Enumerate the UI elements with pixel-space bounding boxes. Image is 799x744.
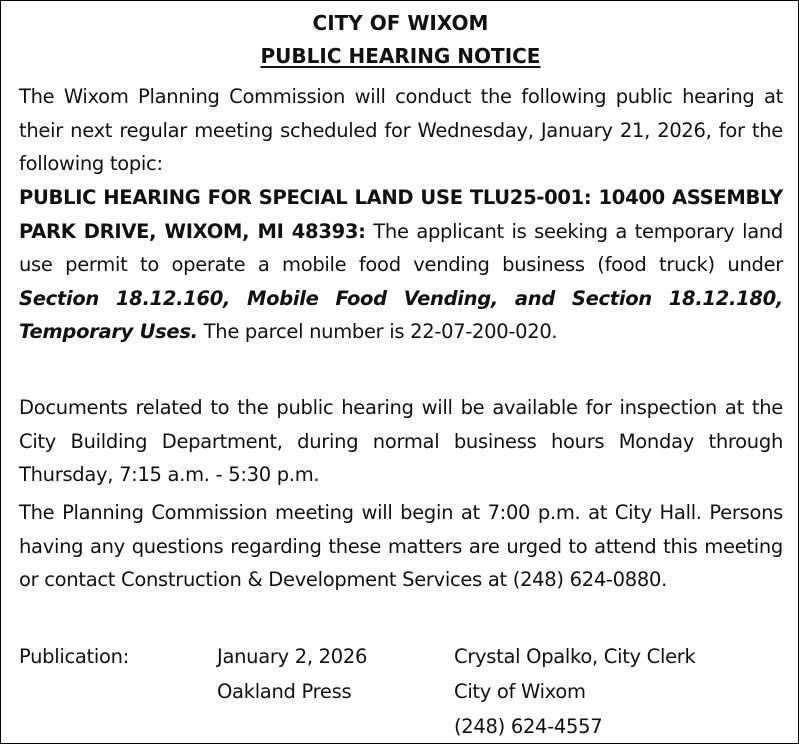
hearing-paragraph [19, 181, 783, 349]
hearing-text-b: The parcel number is 22-07-200-020. [197, 320, 558, 343]
publication-label-column [19, 639, 129, 674]
notice-city-heading [1, 10, 799, 36]
intro-paragraph: The Wixom Planning Commission will conduct the following public hearing at their next regular meeting scheduled for Wednesday, January 21, 2026, for the following topic: [19, 85, 783, 175]
city-name: CITY OF WIXOM [312, 11, 489, 35]
hearing-title: PUBLIC HEARING FOR SPECIAL LAND USE TLU25-001: 10400 ASSEMBLY PARK DRIVE, WIXOM, MI 48393: [19, 186, 783, 243]
signer-name: Crystal Opalko, City Clerk [454, 645, 696, 668]
signer-organization: City of Wixom [454, 680, 586, 703]
notice-title [1, 43, 799, 69]
signer-phone: (248) 624-4557 [454, 715, 603, 738]
publication-label: Publication: [19, 645, 129, 668]
meeting-paragraph: The Planning Commission meeting will begin at 7:00 p.m. at City Hall. Persons having any questions regarding these matters are urged to attend this meeting or contact Construction & Development Services at (248) 624-0880. [19, 501, 783, 591]
publication-details-column [217, 639, 367, 709]
documents-paragraph: Documents related to the public hearing will be available for inspection at the City Building Department, during normal business hours Monday through Thursday, 7:15 a.m. - 5:30 p.m. [19, 396, 783, 486]
signature-block [454, 639, 696, 744]
publication-date: January 2, 2026 [217, 645, 368, 668]
publication-paper: Oakland Press [217, 680, 352, 703]
ordinance-sections: Section 18.12.160, Mobile Food Vending, and Section 18.12.180, Temporary Uses. [19, 286, 783, 343]
notice-title-text: PUBLIC HEARING NOTICE [260, 44, 541, 68]
hearing-text-a: The applicant is seeking a temporary land use permit to operate a mobile food vending business (food truck) under [19, 219, 783, 276]
